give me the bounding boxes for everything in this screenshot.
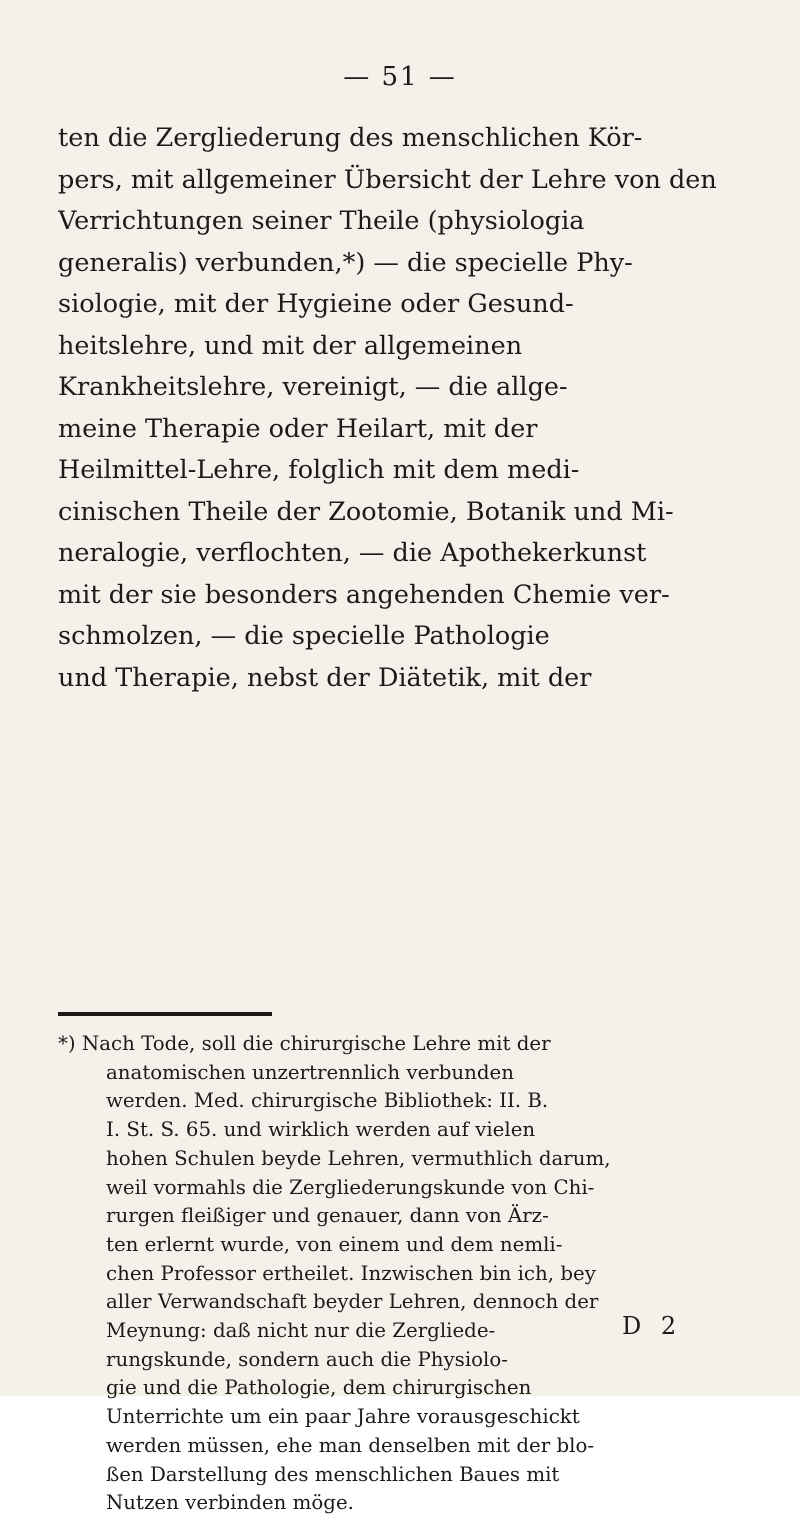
- footnote-line: Unterrichte um ein paar Jahre vorausgeschickt: [106, 1405, 580, 1429]
- footnote-line: rungskunde, sondern auch die Physiolo-: [106, 1347, 508, 1371]
- text-line: schmolzen, — die specielle Pathologie: [58, 621, 550, 651]
- text-line: Krankheitslehre, vereinigt, — die allge-: [58, 372, 568, 402]
- footnote-line: gie und die Pathologie, dem chirurgischen: [106, 1376, 532, 1400]
- footnote-line: hohen Schulen beyde Lehren, vermuthlich darum,: [106, 1146, 611, 1170]
- footnote-line: *) Nach Tode, soll die chirurgische Lehre mit der: [58, 1032, 551, 1055]
- footnote-divider: [58, 1012, 272, 1016]
- text-line: ten die Zergliederung des menschlichen Kör-: [58, 123, 643, 153]
- printer-signature: D 2: [622, 1312, 683, 1340]
- footnote-line: I. St. S. 65. und wirklich werden auf vielen: [106, 1118, 536, 1142]
- footnote-line: chen Professor ertheilet. Inzwischen bin ich, bey: [106, 1261, 596, 1285]
- text-line: Heilmittel-Lehre, folglich mit dem medi-: [58, 455, 580, 485]
- footnote-line: werden. Med. chirurgische Bibliothek: II. B.: [106, 1089, 549, 1113]
- text-line: mit der sie besonders angehenden Chemie ver-: [58, 579, 670, 610]
- text-line: meine Therapie oder Heilart, mit der: [58, 413, 538, 444]
- text-line: Verrichtungen seiner Theile (physiologia: [58, 206, 585, 236]
- text-line: generalis) verbunden,*) — die specielle Phy-: [58, 247, 633, 278]
- text-line: siologie, mit der Hygieine oder Gesund-: [58, 289, 574, 319]
- text-line: neralogie, verflochten, — die Apothekerkunst: [58, 538, 647, 568]
- footnote-line: Nutzen verbinden möge.: [106, 1491, 354, 1515]
- text-line: und Therapie, nebst der Diätetik, mit der: [58, 662, 592, 693]
- footnote-line: ten erlernt wurde, von einem und dem nemli-: [106, 1232, 563, 1256]
- footnote-line: werden müssen, ehe man denselben mit der blo-: [106, 1433, 595, 1457]
- footnote-line: Meynung: daß nicht nur die Zergliede-: [106, 1319, 496, 1343]
- footnote-line: aller Verwandschaft beyder Lehren, dennoch der: [106, 1290, 599, 1314]
- text-line: heitslehre, und mit der allgemeinen: [58, 330, 523, 361]
- footnote-line: anatomischen unzertrennlich verbunden: [106, 1060, 514, 1084]
- text-line: cinischen Theile der Zootomie, Botanik und Mi-: [58, 496, 674, 527]
- footnote-line: rurgen fleißiger und genauer, dann von Ärz-: [106, 1204, 549, 1228]
- text-line: pers, mit allgemeiner Übersicht der Lehre von den: [58, 164, 717, 195]
- footnote-line: weil vormahls die Zergliederungskunde von Chi-: [106, 1175, 595, 1199]
- page-number: — 51 —: [343, 62, 457, 92]
- footnote: [58, 1030, 772, 1518]
- footnote-line: ßen Darstellung des menschlichen Baues mit: [106, 1462, 560, 1486]
- main-text: [58, 118, 758, 699]
